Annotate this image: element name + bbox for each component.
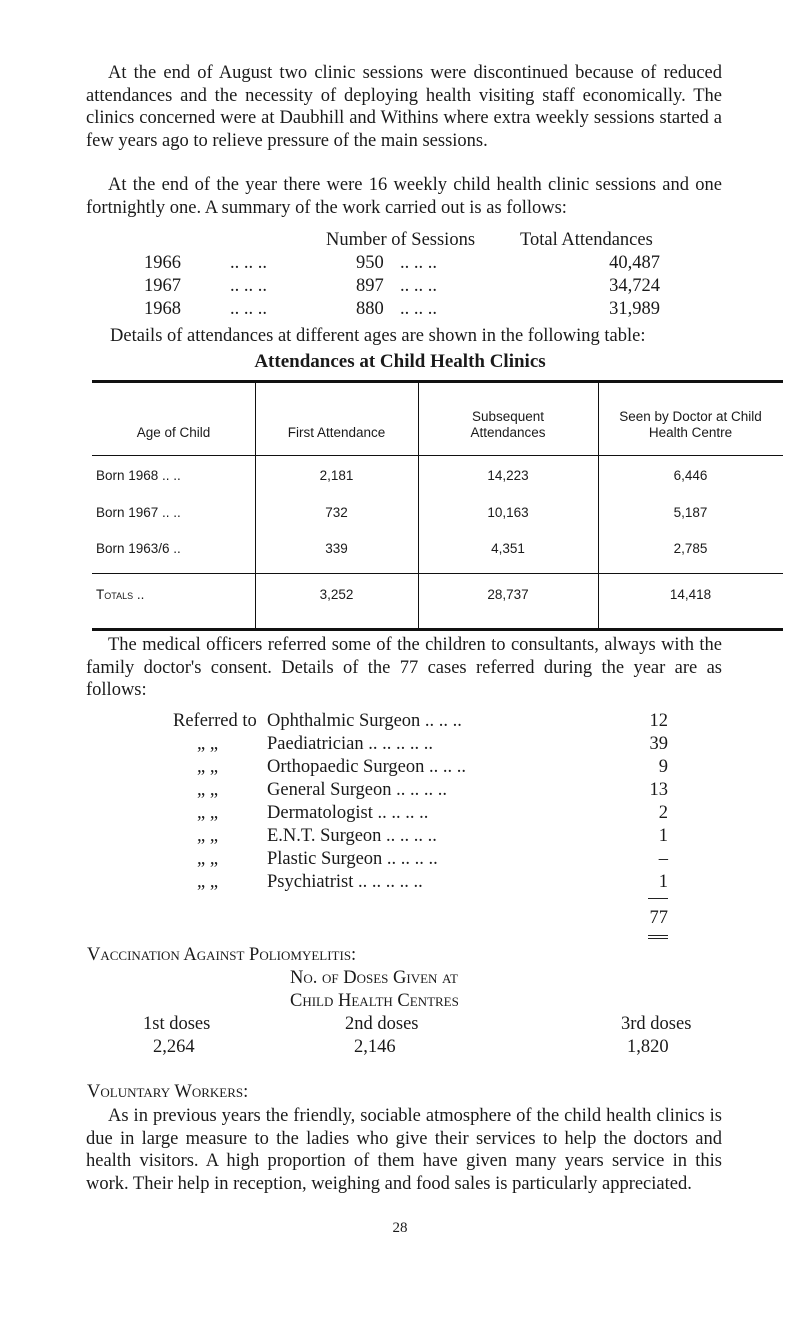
ditto-mark: „ „	[197, 780, 219, 800]
header-age: Age of Child	[136, 425, 211, 440]
header-doctor: Seen by Doctor at Child Health Centre	[619, 409, 762, 440]
vaccination-sub1: No. of Doses Given at	[290, 968, 458, 988]
dose-label: 1st doses	[143, 1014, 211, 1034]
summary-year: 1966	[144, 253, 181, 273]
referral-name: Orthopaedic Surgeon .. .. ..	[267, 757, 467, 777]
referral-name: Ophthalmic Surgeon .. .. ..	[267, 711, 462, 731]
page-number: 28	[392, 1220, 408, 1236]
referral-name: Psychiatrist .. .. .. .. ..	[267, 872, 423, 892]
intro-paragraph-1: At the end of August two clinic sessions were discontinued because of reduced attendances and the necessity of deploying health visiting staff economically. The clinics concerned were at Daubhill and Withins where extra weekly sessions started a few years ago to relieve pressure of the main sessions.	[86, 63, 722, 151]
ditto-mark: „ „	[197, 803, 219, 823]
dose-value: 2,146	[354, 1037, 396, 1057]
row-subsequent: 10,163	[487, 505, 529, 520]
referral-count: 12	[649, 711, 668, 731]
totals-subsequent: 28,737	[487, 587, 529, 602]
summary-attendances: 31,989	[609, 299, 660, 319]
referral-name: Dermatologist .. .. .. ..	[267, 803, 429, 823]
ditto-mark: „ „	[197, 734, 219, 754]
referral-prefix: Referred to	[173, 711, 257, 731]
total-double-rule	[648, 935, 668, 936]
summary-col-attendances: Total Attendances	[520, 230, 653, 250]
total-rule	[648, 898, 668, 899]
summary-sessions: 950	[356, 253, 384, 273]
row-doctor: 2,785	[673, 541, 708, 556]
table-title: Attendances at Child Health Clinics	[254, 351, 546, 372]
summary-year: 1967	[144, 276, 181, 296]
header-subsequent: Subsequent Attendances	[470, 409, 546, 440]
row-age: Born 1968 .. ..	[96, 468, 181, 483]
intro-paragraph-2: At the end of the year there were 16 weekly child health clinic sessions and one fortnightly one. A summary of the work carried out is as follows:	[86, 175, 722, 218]
dose-value: 1,820	[627, 1037, 669, 1057]
row-first: 2,181	[319, 468, 354, 483]
dose-value: 2,264	[153, 1037, 195, 1057]
referral-count: 13	[649, 780, 668, 800]
voluntary-heading: Voluntary Workers:	[87, 1082, 249, 1102]
summary-year: 1968	[144, 299, 181, 319]
referral-name: E.N.T. Surgeon .. .. .. ..	[267, 826, 437, 846]
referral-name: Paediatrician .. .. .. .. ..	[267, 734, 433, 754]
totals-doctor: 14,418	[669, 587, 712, 602]
referral-count: 39	[649, 734, 668, 754]
summary-sessions: 897	[356, 276, 384, 296]
referral-count: 1	[658, 872, 668, 892]
ditto-mark: „ „	[197, 826, 219, 846]
ditto-mark: „ „	[197, 757, 219, 777]
totals-label: Totals ..	[96, 587, 145, 602]
dose-label: 3rd doses	[621, 1014, 692, 1034]
ditto-mark: „ „	[197, 849, 219, 869]
referral-paragraph: The medical officers referred some of the children to consultants, always with the family doctor's consent. Details of the 77 cases referred during the year are as follows:	[86, 635, 722, 700]
vaccination-sub2: Child Health Centres	[290, 991, 459, 1011]
row-age: Born 1963/6 ..	[96, 541, 181, 556]
referral-count: –	[658, 849, 668, 869]
summary-attendances: 34,724	[609, 276, 660, 296]
referral-count: 9	[658, 757, 668, 777]
summary-col-sessions: Number of Sessions	[326, 230, 476, 250]
header-first: First Attendance	[287, 425, 386, 440]
referral-count: 2	[658, 803, 668, 823]
row-age: Born 1967 .. ..	[96, 505, 181, 520]
row-subsequent: 14,223	[487, 468, 529, 483]
row-first: 732	[325, 505, 348, 520]
details-line: Details of attendances at different ages are shown in the following table:	[110, 326, 646, 346]
row-doctor: 6,446	[673, 468, 708, 483]
ditto-mark: „ „	[197, 872, 219, 892]
vaccination-heading: Vaccination Against Poliomyelitis:	[87, 945, 357, 965]
row-subsequent: 4,351	[491, 541, 525, 556]
referral-count: 1	[658, 826, 668, 846]
row-doctor: 5,187	[673, 505, 708, 520]
referral-name: General Surgeon .. .. .. ..	[267, 780, 447, 800]
dose-label: 2nd doses	[345, 1014, 419, 1034]
voluntary-paragraph: As in previous years the friendly, sociable atmosphere of the child health clinics is due in large measure to the ladies who give their services to help the doctors and health visitors. A high proportion of them have given many years service in this work. Their help in reception, weighing and food sales is particularly appreciated.	[86, 1106, 722, 1194]
summary-attendances: 40,487	[609, 253, 660, 273]
referral-total: 77	[649, 908, 668, 928]
summary-sessions: 880	[356, 299, 384, 319]
totals-first: 3,252	[319, 587, 354, 602]
attendance-table	[92, 380, 783, 631]
row-first: 339	[325, 541, 348, 556]
referral-name: Plastic Surgeon .. .. .. ..	[267, 849, 438, 869]
